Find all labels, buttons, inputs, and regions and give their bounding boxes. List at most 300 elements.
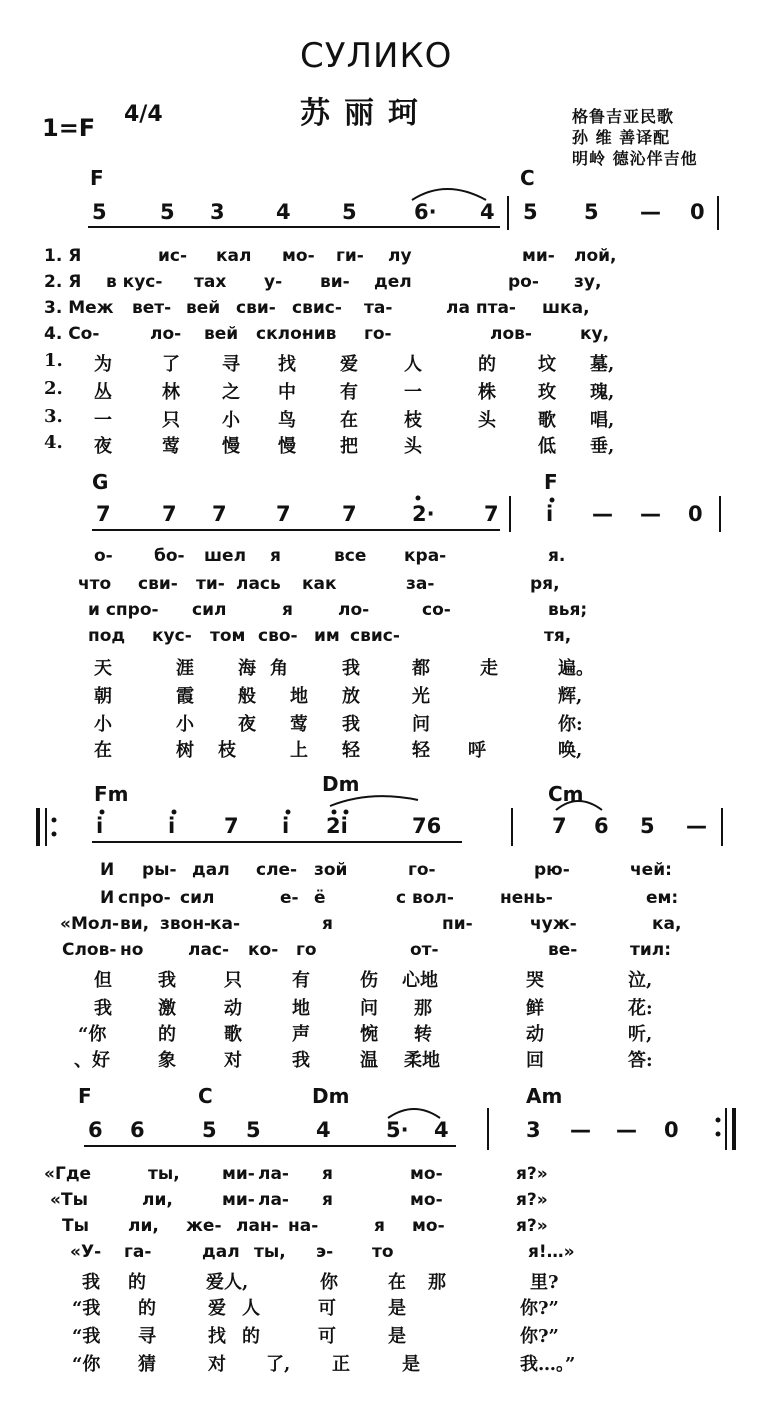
note: — [640,200,661,224]
lyric: 地 [290,686,308,707]
lyric: ис- [158,246,188,266]
lyric: мо- [282,246,315,266]
note: 7 [162,502,177,526]
lyric: 3. [44,406,63,427]
chord: Dm [312,1084,350,1108]
lyric: 寻 [222,354,240,375]
lyric: в кус- [106,272,163,292]
lyric: вет- [132,298,172,318]
lyric: 你 [320,1272,338,1293]
lyric: дал [202,1242,240,1262]
lyric: 的 [158,1024,176,1045]
lyric: Ты [62,1216,89,1236]
lyric: 答: [628,1050,653,1071]
lyric: ло- [338,600,370,620]
note: 2i [326,814,348,838]
octave-dot [550,498,555,503]
lyric: го- [408,860,436,880]
octave-dot [100,810,105,815]
lyric: им [314,626,340,646]
lyric: 中 [278,382,296,403]
note: 3 [210,200,225,224]
lyric: «Где [44,1164,92,1184]
lyric: 激 [158,998,176,1019]
lyric: звон- [160,914,212,934]
lyric: 只 [224,970,242,991]
lyric: лов- [490,324,532,344]
chord: Dm [322,772,360,796]
lyric: И [100,888,115,908]
lyric: Слов- [62,940,117,960]
note: — [570,1118,591,1142]
note: 5 [342,200,357,224]
note: 5 [160,200,175,224]
lyric: о- [94,546,113,566]
lyric: 般 [238,686,256,707]
lyric: ти- [196,574,225,594]
lyric: как [302,574,337,594]
note: 5 [523,200,538,224]
note: i [546,502,554,526]
lyric: сви- [236,298,276,318]
lyric: 唤, [558,740,583,761]
lyric: 我 [158,970,176,991]
chord: G [92,470,109,494]
lyric: ви, [120,914,150,934]
lyric: мо- [412,1216,445,1236]
lyric: 有 [340,382,358,403]
lyric: лой, [574,246,617,266]
tie [556,801,602,810]
note: 5 [584,200,599,224]
lyric: «Мол- [60,914,120,934]
title-russian: СУЛИКО [300,36,453,76]
tie [330,796,418,806]
lyric: 动 [224,998,242,1019]
lyric: 我…。” [520,1354,576,1375]
lyric: тил: [630,940,672,960]
lyric: 莺 [162,436,180,457]
lyric: 唱, [590,410,615,431]
note: 6 [130,1118,145,1142]
note: — [686,814,707,838]
lyric: ве- [548,940,578,960]
lyric: 问 [412,714,430,735]
lyric: то [372,1242,394,1262]
lyric: 把 [340,436,358,457]
lyric: 遍。 [558,658,594,679]
lyric: 柔地 [404,1050,440,1071]
lyric: 为 [94,354,112,375]
lyric: 对 [208,1354,226,1375]
lyric: ли, [128,1216,159,1236]
octave-dot [344,810,349,815]
lyric: 花: [628,998,653,1019]
lyric: сил [180,888,215,908]
note: 4 [276,200,291,224]
lyric: ка- [210,914,241,934]
lyric: ку, [580,324,610,344]
lyric: ка, [652,914,682,934]
lyric: ла- [258,1190,289,1210]
note: 7 [342,502,357,526]
note: 7 [212,502,227,526]
note: 7 [96,502,111,526]
lyric: 丛 [94,382,112,403]
lyric: 我 [342,714,360,735]
lyric: 但 [94,970,112,991]
lyric: шел [204,546,247,566]
chord: C [198,1084,213,1108]
lyric: 慢 [278,436,296,457]
lyric: 2. Я [44,272,82,292]
lyric: и спро- [88,600,159,620]
lyric: мо- [410,1190,443,1210]
lyric: 头 [478,410,496,431]
lyric: 了 [162,354,180,375]
lyric: 寻 [138,1326,156,1347]
lyric: 林 [162,382,180,403]
lyric: “你 [72,1354,101,1375]
lyric: 是 [388,1326,406,1347]
lyric: 海 [238,658,256,679]
lyric: на- [288,1216,319,1236]
lyric: 放 [342,686,360,707]
lyric: 我 [94,998,112,1019]
lyric: 轻 [342,740,360,761]
lyric: 枝 [404,410,422,431]
lyric: я?» [516,1216,548,1236]
lyric: свис- [350,626,400,646]
lyric: я!…» [528,1242,575,1262]
lyric: ло- [150,324,182,344]
lyric: 3. Меж [44,298,114,318]
lyric: 听, [628,1024,653,1045]
lyric: «У- [70,1242,102,1262]
note: 6 [594,814,609,838]
lyric: 慢 [222,436,240,457]
lyric: 地 [292,998,310,1019]
lyric: го- [364,324,392,344]
lyric: с вол- [396,888,454,908]
lyric: 低 [538,436,556,457]
chord: Cm [548,782,584,806]
lyric: пи- [442,914,473,934]
lyric: сво- [258,626,298,646]
chord: Fm [94,782,129,806]
lyric: 鲜 [526,998,544,1019]
lyric: шка, [542,298,590,318]
note: 7 [552,814,567,838]
lyric: сви- [138,574,178,594]
note: 4 [480,200,495,224]
lyric: 莺 [290,714,308,735]
lyric: что [78,574,112,594]
lyric: 声 [292,1024,310,1045]
lyric: 惋 [360,1024,378,1045]
lyric: 轻 [412,740,430,761]
note: 7 [484,502,499,526]
lyric: 天 [94,658,112,679]
note: 5 [202,1118,217,1142]
note: 6 [88,1118,103,1142]
lyric: ги- [336,246,364,266]
lyric: ко- [248,940,279,960]
lyric: е- [280,888,299,908]
lyric: ми- [522,246,555,266]
repeat-dot [52,832,57,837]
lyric: ли, [142,1190,173,1210]
lyric: 你?” [520,1326,559,1347]
lyric: 瑰, [590,382,615,403]
note: 2· [412,502,435,526]
note: 7 [276,502,291,526]
lyric: со- [422,600,451,620]
lyric: 株 [478,382,496,403]
lyric: 辉, [558,686,583,707]
lyric: я [374,1216,385,1236]
note: 0 [664,1118,679,1142]
note: 5 [640,814,655,838]
octave-dot [172,810,177,815]
lyric: 人 [404,354,422,375]
note: i [168,814,176,838]
lyric: ла- [258,1164,289,1184]
lyric: 一 [404,382,422,403]
lyric: 爱 [208,1298,226,1319]
lyric: ты, [254,1242,286,1262]
lyric: чей: [630,860,672,880]
lyric: 心地 [402,970,438,991]
repeat-dot [716,1132,721,1137]
lyric: 你?” [520,1298,559,1319]
lyric: 的 [138,1298,156,1319]
lyric: 回 [526,1050,544,1071]
note: 5 [246,1118,261,1142]
lyric: ми- [222,1190,255,1210]
lyric: 哭 [526,970,544,991]
lyric: бо- [154,546,185,566]
lyric: 在 [94,740,112,761]
lyric: 小 [222,410,240,431]
lyric: ми- [222,1164,255,1184]
credit-guitar: 明岭 德沁伴吉他 [572,149,698,168]
lyric: 对 [224,1050,242,1071]
lyric: 我 [292,1050,310,1071]
lyric: вей [186,298,221,318]
lyric: 里? [530,1272,559,1293]
lyric: 夜 [238,714,256,735]
lyric: 4. [44,432,63,453]
lyric: “你 [78,1024,107,1045]
lyric: я [270,546,281,566]
lyric: под [88,626,126,646]
lyric: нень- [500,888,553,908]
lyric: зой [314,860,348,880]
lyric: я?» [516,1164,548,1184]
lyric: 人 [242,1298,260,1319]
lyric: 墓, [590,354,615,375]
lyric: от- [410,940,439,960]
note: i [282,814,290,838]
lyric: 的 [128,1272,146,1293]
lyric: 呼 [468,740,486,761]
lyric: 温 [360,1050,378,1071]
lyric: том [210,626,246,646]
lyric: чуж- [530,914,577,934]
lyric: спро- [118,888,171,908]
note: — [592,502,613,526]
lyric: 我 [342,658,360,679]
lyric: я. [548,546,566,566]
note: 0 [690,200,705,224]
lyric: 的 [242,1326,260,1347]
lyric: 走 [480,658,498,679]
lyric: 朝 [94,686,112,707]
lyric: я [282,600,293,620]
lyric: нив [302,324,337,344]
lyric: 问 [360,998,378,1019]
lyric: 玫 [538,382,556,403]
octave-dot [416,496,421,501]
lyric: 4. Со- [44,324,100,344]
lyric: кра- [404,546,447,566]
lyric: 小 [176,714,194,735]
tie [388,1109,440,1118]
lyric: дел [374,272,412,292]
lyric: я [322,1190,333,1210]
lyric: ем: [646,888,679,908]
lyric: 上 [290,740,308,761]
note: 4 [316,1118,331,1142]
lyric: 2. [44,378,63,399]
lyric: 了, [266,1354,291,1375]
lyric: рю- [534,860,570,880]
lyric: 1. Я [44,246,82,266]
note: 76 [412,814,442,838]
lyric: 光 [412,686,430,707]
lyric: 我 [82,1272,100,1293]
lyric: 正 [332,1354,350,1375]
lyric: 枝 [218,740,236,761]
lyric: ры- [142,860,177,880]
lyric: 那 [428,1272,446,1293]
lyric: 一 [94,410,112,431]
lyric: 猜 [138,1354,156,1375]
lyric: 你: [558,714,583,735]
lyric: вья; [548,600,588,620]
lyric: ла пта- [446,298,516,318]
lyric: 鸟 [278,410,296,431]
octave-dot [286,810,291,815]
lyric: все [334,546,367,566]
lyric: 角 [270,658,288,679]
lyric: 动 [526,1024,544,1045]
repeat-dot [716,1118,721,1123]
lyric: сле- [256,860,298,880]
lyric: 在 [388,1272,406,1293]
lyric: лас- [188,940,230,960]
lyric: но [120,940,144,960]
lyric: го [296,940,317,960]
lyric: 垂, [590,436,615,457]
credit-origin: 格鲁吉亚民歌 [572,107,675,126]
lyric: лан- [236,1216,279,1236]
lyric: же- [186,1216,222,1236]
note: — [640,502,661,526]
repeat-dot [52,818,57,823]
lyric: 1. [44,350,63,371]
lyric: 是 [402,1354,420,1375]
lyric: 小 [94,714,112,735]
key-signature: 1=F [42,114,96,142]
note: — [616,1118,637,1142]
lyric: зу, [574,272,602,292]
lyric: э- [316,1242,334,1262]
lyric: 可 [318,1298,336,1319]
credit-translator: 孙 维 善译配 [572,128,671,147]
lyric: вей [204,324,239,344]
lyric: у- [264,272,283,292]
tie [412,189,486,200]
lyric: 歌 [224,1024,242,1045]
chord: F [544,470,558,494]
lyric: 伤 [360,970,378,991]
note: 7 [224,814,239,838]
lyric: ря, [530,574,560,594]
lyric: 涯 [176,658,194,679]
lyric: 的 [478,354,496,375]
note: 0 [688,502,703,526]
lyric: кус- [152,626,192,646]
lyric: лась [236,574,281,594]
lyric: 象 [158,1050,176,1071]
lyric: я [322,1164,333,1184]
lyric: 爱人, [206,1272,249,1293]
lyric: 找 [278,354,296,375]
lyric: за- [406,574,435,594]
lyric: 泣, [628,970,653,991]
lyric: 那 [414,998,432,1019]
lyric: 树 [176,740,194,761]
lyric: 可 [318,1326,336,1347]
lyric: 爱 [340,354,358,375]
note: 6· [414,200,437,224]
note: i [96,814,104,838]
lyric: 坟 [538,354,556,375]
lyric: ё [314,888,326,908]
lyric: лу [388,246,412,266]
lyric: я?» [516,1190,548,1210]
lyric: 转 [414,1024,432,1045]
lyric: “我 [72,1326,101,1347]
lyric: я [322,914,333,934]
lyric: 歌 [538,410,556,431]
title-chinese: 苏丽珂 [300,96,432,131]
lyric: 霞 [176,686,194,707]
note: 3 [526,1118,541,1142]
lyric: 都 [412,658,430,679]
lyric: дал [192,860,230,880]
lyric: 是 [388,1298,406,1319]
octave-dot [332,810,337,815]
chord: F [90,166,104,190]
note: 5 [92,200,107,224]
lyric: 夜 [94,436,112,457]
lyric: сил [192,600,227,620]
lyric: ты, [148,1164,180,1184]
lyric: И [100,860,115,880]
